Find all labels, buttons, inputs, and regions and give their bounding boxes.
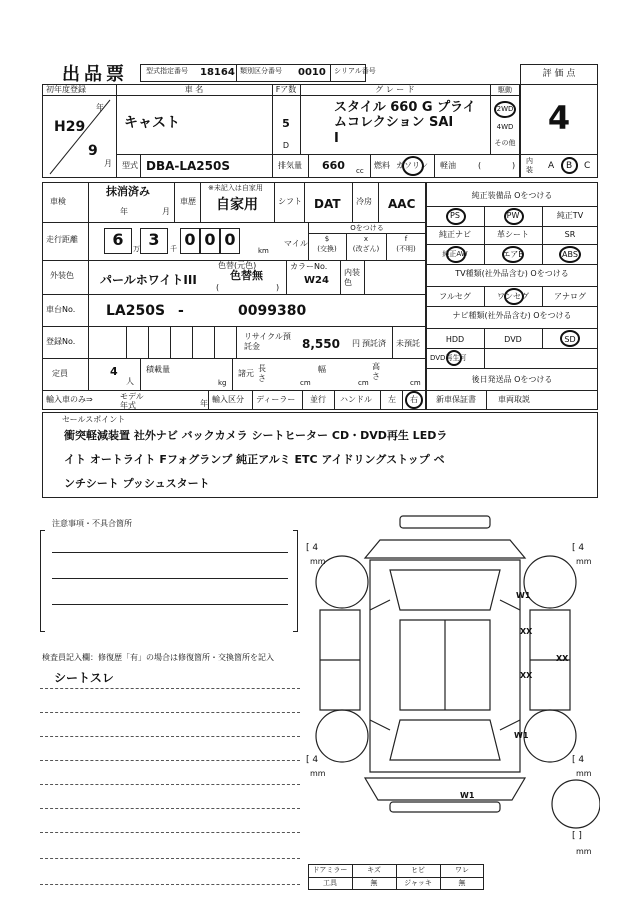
tread-spare-unit: mm	[576, 847, 592, 856]
tread-rr-unit: mm	[576, 769, 592, 778]
drive-4wd: 4WD	[496, 123, 514, 131]
tread-fl-unit: mm	[310, 557, 326, 566]
main-grid	[42, 182, 426, 410]
later-title: 後日発送品 Oをつける	[471, 375, 553, 384]
tv-oneseg-circle	[504, 288, 524, 305]
ac-label: 冷房	[356, 197, 372, 206]
capacity-label: 定員	[52, 369, 68, 378]
acc-crack: ヒビ	[411, 866, 425, 874]
dims-height-cm: cm	[410, 379, 421, 387]
acc-tools-value: 無	[370, 879, 378, 887]
equip-aw: 純正AW	[442, 250, 468, 258]
disp-unit: cc	[356, 167, 364, 175]
load-label: 積載量	[146, 365, 170, 374]
mark-xx-1: XX	[520, 627, 533, 636]
model-cert-label: 型式指定番号	[146, 67, 188, 75]
paren-close: )	[512, 161, 516, 170]
equip-sr: SR	[564, 230, 576, 239]
mileage-man: 万	[133, 245, 140, 253]
tv-title: TV種類(社外品含む) Oをつける	[455, 269, 569, 278]
tread-spare: [ ]	[572, 831, 582, 841]
import-label: 輸入車のみ⇒	[46, 395, 93, 404]
disp-label: 排気量	[278, 161, 302, 170]
dims-width-cm: cm	[358, 379, 369, 387]
reg-month: 9	[88, 143, 98, 159]
mileage-mile: マイル	[284, 239, 308, 248]
equip-airbag: エアB	[502, 250, 524, 259]
import-dealer: ディーラー	[256, 395, 296, 404]
import-right: 右	[410, 395, 418, 404]
interior-c: C	[584, 161, 591, 171]
mileage-digit-4: 0	[204, 230, 216, 249]
dvd-circle	[446, 350, 462, 366]
tread-fl: [ 4	[306, 543, 319, 553]
tv-fullseg: フルセグ	[439, 292, 471, 301]
navi-hdd: HDD	[445, 335, 465, 344]
mileage-km: km	[258, 247, 269, 255]
doors-sub: D	[282, 141, 290, 150]
dims-length-cm: cm	[300, 379, 311, 387]
mileage-s-mark: $	[324, 235, 330, 243]
dims-height: 高さ	[372, 362, 380, 381]
import-parallel: 並行	[310, 395, 326, 404]
equip-aw-circle	[446, 246, 466, 263]
inspection-year: 年	[120, 207, 128, 216]
color-no-value: W24	[304, 275, 329, 286]
history-label: 車歴	[180, 197, 196, 206]
mark-xx-3: XX	[520, 671, 533, 680]
equip-airbag-circle	[502, 246, 524, 263]
equip-abs: ABS	[562, 250, 578, 259]
doors-value: 5	[282, 117, 290, 130]
drive-2wd: 2WD	[496, 105, 514, 113]
repaint-paren-close: )	[276, 283, 280, 292]
reg-month-unit: 月	[104, 159, 112, 168]
chassis-dash: -	[178, 303, 184, 319]
tv-analog: アナログ	[554, 292, 586, 301]
navi-dvd: DVD	[504, 335, 522, 344]
import-right-circle	[405, 391, 423, 409]
repaint-label: 色替(元色)	[218, 261, 257, 270]
import-model-year: モデル年式	[120, 392, 144, 410]
drive-label: 駆動	[498, 86, 512, 94]
capacity-value: 4	[110, 365, 118, 378]
disp-value: 660	[322, 159, 345, 172]
shift-label: シフト	[278, 197, 302, 206]
mileage-digit-1: 6	[112, 230, 124, 249]
class-label: 類別区分番号	[240, 67, 282, 75]
later-warranty: 新車保証書	[436, 395, 476, 404]
mileage-digit-5: 0	[224, 230, 236, 249]
dims-label: 諸元	[238, 369, 254, 378]
acc-scratch: キズ	[367, 866, 381, 874]
mark-w1-front: W1	[516, 591, 531, 600]
mileage-digit-3: 0	[184, 230, 196, 249]
inspection-value: 抹消済み	[106, 185, 150, 198]
car-diagram	[300, 510, 600, 850]
recycle-deposited: 預託済	[362, 339, 386, 348]
tread-rl: [ 4	[306, 755, 319, 765]
reg-year-unit: 年	[96, 103, 104, 112]
navi-title: ナビ種類(社外品含む) Oをつける	[452, 311, 572, 320]
car-name: キャスト	[124, 115, 180, 131]
reg-divider-line	[44, 96, 116, 176]
acc-break: ワレ	[455, 866, 469, 874]
capacity-unit: 人	[126, 377, 134, 386]
interior-a: A	[548, 161, 555, 171]
selling-point-line-1: 衝突軽減装置 社外ナビ バックカメラ シートヒーター CD・DVD再生 LEDラ	[64, 429, 448, 442]
grade-value: スタイル 660 G プライムコレクション SAI	[334, 100, 476, 130]
acc-tools: 工具	[323, 879, 337, 887]
selling-points-label: セールスポイント	[62, 415, 126, 424]
tread-rr: [ 4	[572, 755, 585, 765]
fuel-circle	[402, 156, 424, 176]
registration-label: 登録No.	[46, 337, 76, 346]
fuel-diesel: 軽油	[440, 161, 456, 170]
interior-color-label: 内装色	[344, 268, 360, 287]
color-label: 外装色	[50, 271, 74, 280]
mileage-modified: (改ざん)	[352, 245, 380, 253]
dims-width: 幅	[318, 365, 326, 374]
name-label: 車 名	[184, 85, 204, 94]
score-value: 4	[547, 99, 571, 137]
fuel-label: 燃料	[374, 161, 390, 170]
navi-sd-circle	[560, 330, 580, 347]
selling-point-line-2: イト オートライト Fフォグランプ 純正アルミ ETC アイドリングストップ ベ	[64, 453, 445, 466]
chassis-prefix: LA250S	[106, 303, 166, 319]
mileage-exchange: (交換)	[317, 245, 337, 253]
history-note: ※未記入は自家用	[208, 184, 263, 192]
grade-value-2: Ⅰ	[334, 131, 339, 146]
selling-point-line-3: ンチシート プッシュスタート	[64, 477, 210, 490]
color-no-label: カラーNo.	[290, 262, 328, 271]
interior-b-circle	[561, 157, 578, 174]
chassis-label: 車台No.	[46, 305, 76, 314]
mileage-digit-2: 3	[148, 230, 160, 249]
tv-oneseg: ワンセグ	[497, 292, 529, 301]
equip-ps: PS	[450, 211, 460, 220]
recycle-unit: 円	[352, 339, 360, 348]
mark-xx-2: XX	[556, 654, 569, 663]
tread-fr-unit: mm	[576, 557, 592, 566]
paren-open: (	[478, 161, 482, 170]
inspector-label: 検査員記入欄：修復歴「有」の場合は修復箇所・交換箇所を記入	[42, 653, 274, 662]
mark-w1-rear: W1	[514, 731, 529, 740]
reg-year: H29	[54, 119, 86, 135]
acc-jack: ジャッキ	[404, 879, 432, 887]
recycle-label: リサイクル預託金	[244, 332, 291, 351]
equip-ps-circle	[446, 208, 466, 225]
mileage-f-mark: f	[404, 235, 408, 243]
recycle-value: 8,550	[302, 337, 340, 351]
mileage-mark-note: Oをつける	[350, 224, 384, 232]
history-value: 自家用	[216, 197, 258, 213]
inspection-label: 車検	[50, 197, 66, 206]
interior-b: B	[566, 161, 573, 171]
ac-value: AAC	[388, 197, 416, 211]
color-value: パールホワイトIII	[100, 273, 197, 287]
equip-tv: 純正TV	[556, 211, 584, 220]
form-title: 出品票	[62, 64, 128, 85]
import-year-unit: 年	[200, 399, 208, 408]
shift-value: DAT	[314, 197, 341, 211]
serial-label: シリアル番号	[334, 67, 376, 75]
repaint-value: 色替無	[230, 269, 263, 282]
equip-navi: 純正ナビ	[439, 230, 471, 239]
equip-pw-circle	[504, 208, 524, 225]
later-manual: 車両取説	[498, 395, 530, 404]
inspection-month: 月	[162, 207, 170, 216]
recycle-not-deposited: 未預託	[396, 339, 420, 348]
drive-2wd-circle	[494, 101, 516, 118]
equip-leather: 革シート	[497, 230, 529, 239]
interior-label: 内装	[526, 157, 533, 174]
notes-title: 注意事項・不具合箇所	[52, 519, 132, 528]
class-no: 0010	[298, 67, 326, 78]
score-label: 評 価 点	[542, 69, 576, 79]
dvd-playback: DVD再生可	[430, 354, 467, 362]
dims-length: 長さ	[258, 364, 266, 383]
drive-other: その他	[494, 139, 516, 147]
tread-rl-unit: mm	[310, 769, 326, 778]
equipment-title: 純正装備品 Oをつける	[471, 191, 553, 200]
navi-sd: SD	[564, 335, 576, 344]
acc-jack-value: 無	[458, 879, 466, 887]
acc-mirror: ドアミラー	[312, 866, 348, 874]
chassis-number: 0099380	[238, 303, 307, 319]
load-kg: kg	[218, 379, 227, 387]
doors-label: Fア数	[275, 85, 297, 94]
mileage-unknown: (不明)	[396, 245, 416, 253]
tread-fr: [ 4	[572, 543, 585, 553]
mileage-sen: 千	[170, 245, 177, 253]
import-left: 左	[388, 395, 396, 404]
model-label: 型式	[122, 161, 138, 170]
inspector-note: シートスレ	[54, 671, 114, 685]
import-handle: ハンドル	[340, 395, 372, 404]
mark-w1-bumper: W1	[460, 791, 475, 800]
mileage-label: 走行距離	[46, 235, 78, 244]
equip-pw: PW	[506, 211, 520, 220]
model-cert-no: 18164	[200, 67, 235, 78]
reg-label: 初年度登録	[46, 85, 86, 94]
equip-abs-circle	[559, 246, 581, 263]
repaint-paren-open: (	[216, 283, 220, 292]
mileage-x-mark: x	[363, 235, 369, 243]
import-class-label: 輸入区分	[212, 395, 244, 404]
grade-label: グ レ ー ド	[375, 85, 415, 94]
model-value: DBA-LA250S	[146, 159, 230, 173]
fuel-gasoline: ガソリン	[396, 161, 428, 170]
